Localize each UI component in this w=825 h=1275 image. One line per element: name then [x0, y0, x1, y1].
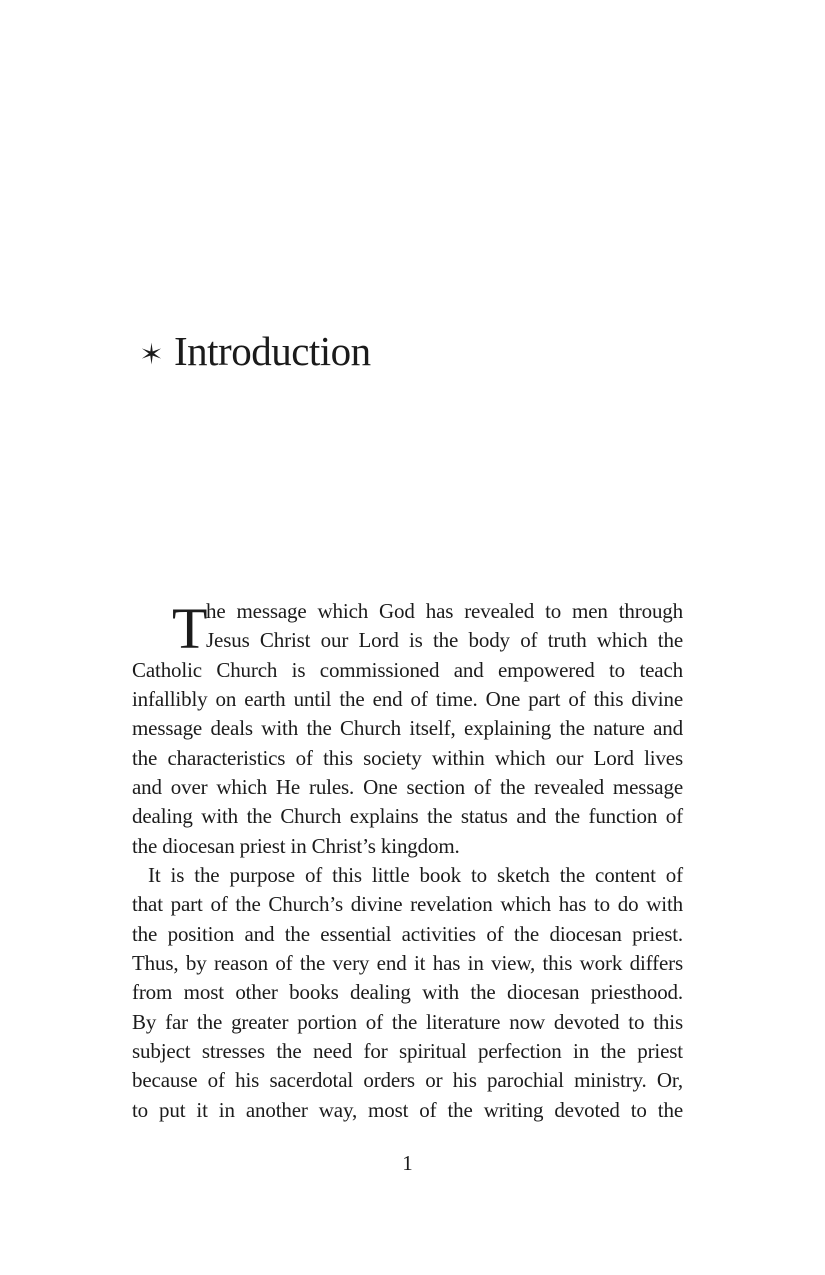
drop-cap-letter: T [172, 596, 208, 661]
text-line: subject stresses the need for spiritual perfection in the priest [132, 1038, 683, 1063]
chapter-title-text: Introduction [174, 328, 371, 374]
text-line: and over which He rules. One section of the revealed message [132, 774, 683, 799]
text-line: infallibly on earth until the end of time. One part of this divine [132, 686, 683, 711]
text-line: the position and the essential activities of the diocesan priest. [132, 921, 683, 946]
page-number: 1 [402, 1151, 413, 1175]
text-line: from most other books dealing with the diocesan priesthood. [132, 980, 683, 1005]
text-line: Thus, by reason of the very end it has in view, this work differs [132, 950, 683, 975]
six-spoke-asterisk-icon [141, 342, 162, 365]
text-line: By far the greater portion of the literature now devoted to this [132, 1009, 683, 1034]
text-line: to put it in another way, most of the writing devoted to the [132, 1097, 683, 1122]
text-line: because of his sacerdotal orders or his parochial ministry. Or, [132, 1068, 683, 1093]
body-text [132, 597, 683, 1125]
text-line: he message which God has revealed to men through [206, 599, 683, 623]
text-line: dealing with the Church explains the status and the function of [132, 804, 683, 829]
chapter-title [141, 328, 371, 374]
text-line: message deals with the Church itself, explaining the nature and [132, 716, 683, 741]
text-line: It is the purpose of this little book to sketch the content of [148, 862, 683, 887]
text-line: the characteristics of this society within which our Lord lives [132, 745, 683, 770]
text-line: that part of the Church’s divine revelation which has to do with [132, 892, 683, 917]
text-line: Jesus Christ our Lord is the body of truth which the [206, 628, 683, 653]
text-line: the diocesan priest in Christ’s kingdom. [132, 833, 460, 858]
text-line: Catholic Church is commissioned and empowered to teach [132, 657, 683, 682]
